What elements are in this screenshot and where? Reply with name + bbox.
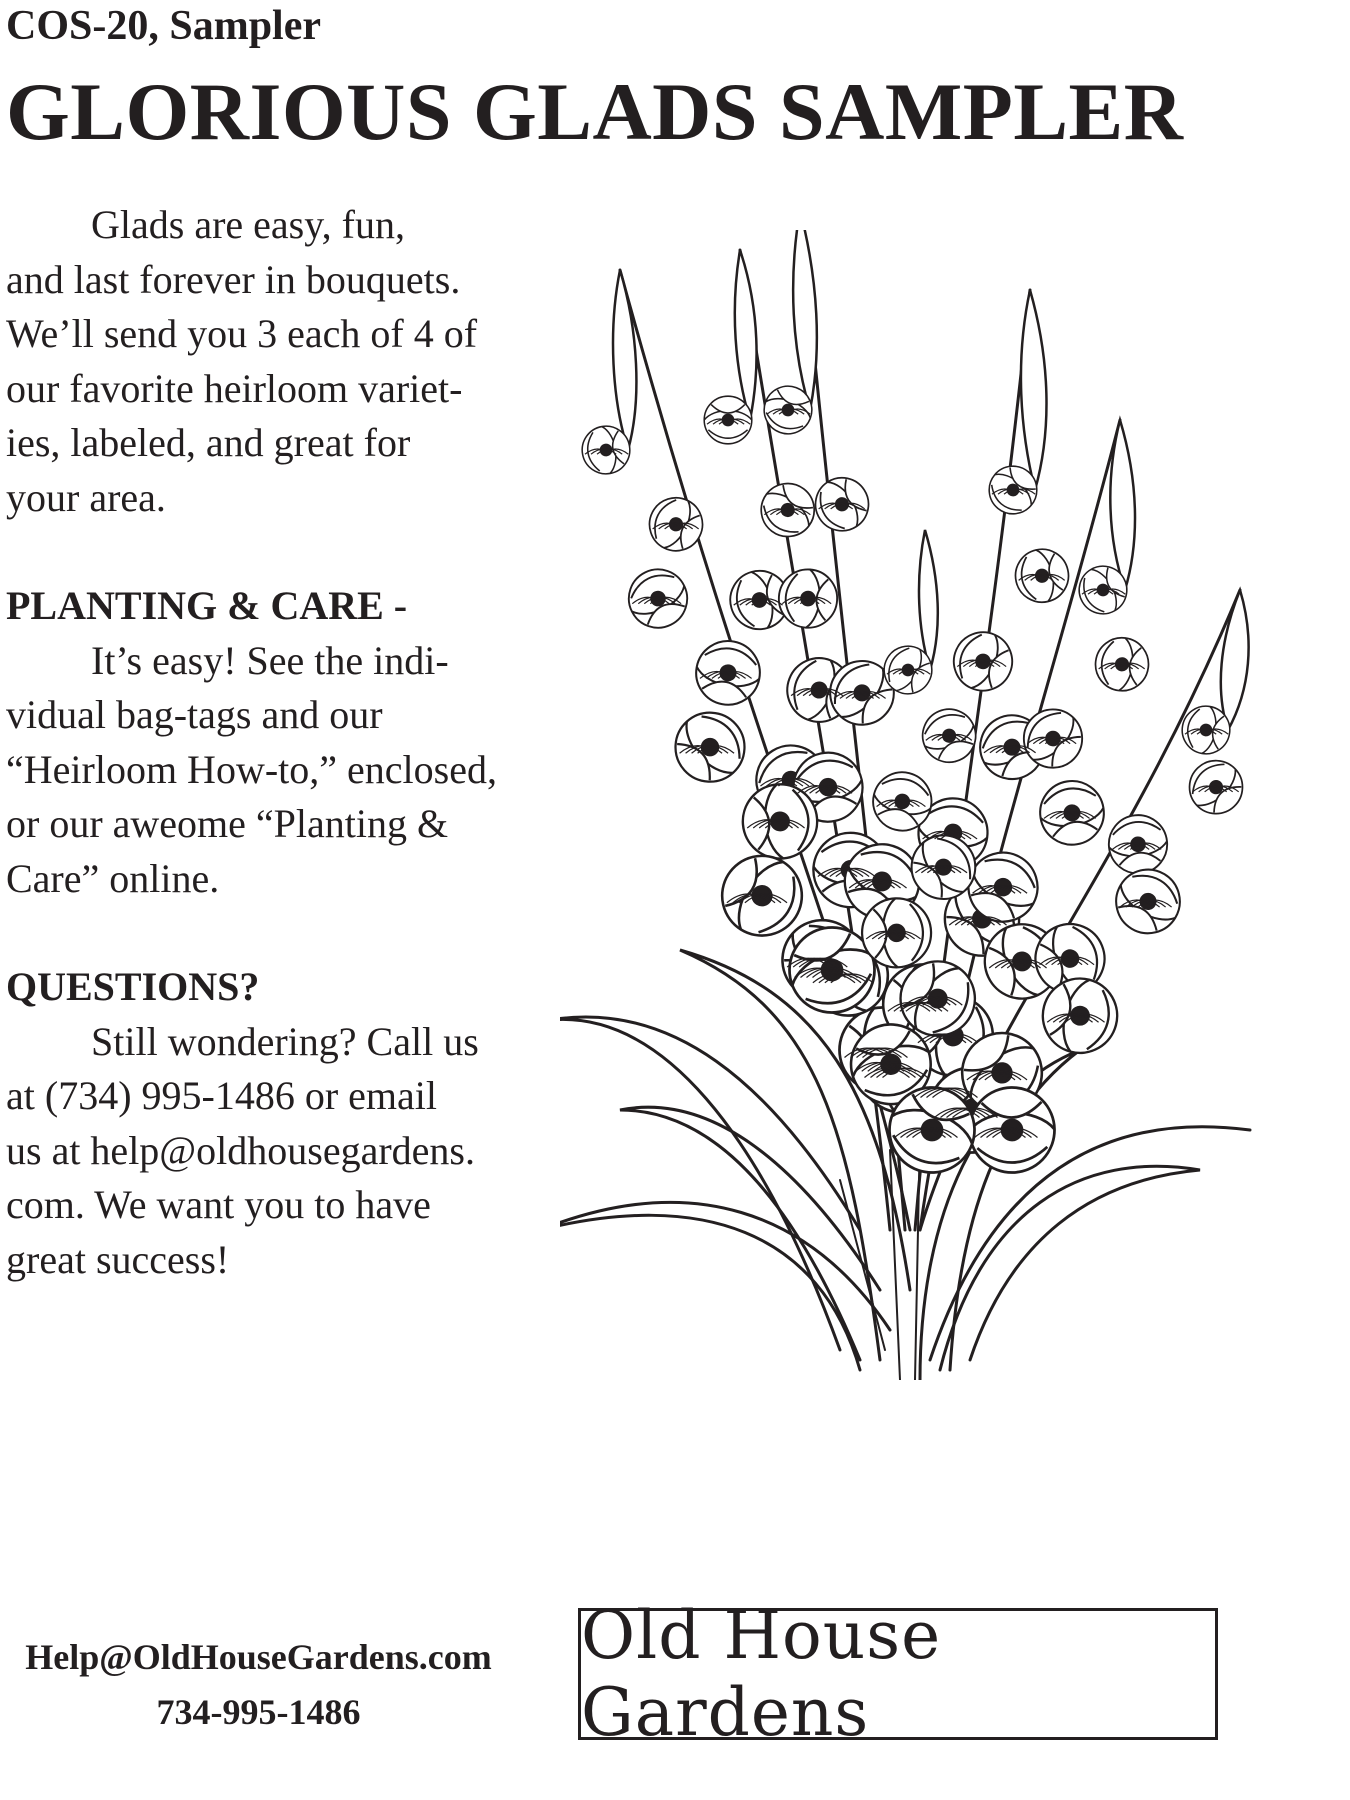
questions-line: us at help@oldhousegardens. [6, 1127, 475, 1173]
footer-contact [6, 1630, 511, 1740]
intro-line: our favorite heirloom variet- [6, 365, 463, 411]
intro-line: ies, labeled, and great for [6, 420, 411, 465]
intro-line: your area. [6, 474, 166, 520]
intro-line: We’ll send you 3 each of 4 of [6, 311, 478, 356]
planting-line: or our aweome “Planting & [6, 801, 449, 846]
planting-line: “Heirloom How-to,” enclosed, [6, 746, 497, 792]
intro-line: and last forever in bouquets. [6, 256, 461, 302]
gladiolus-engraving-icon [560, 230, 1280, 1380]
page-title: GLORIOUS GLADS SAMPLER [6, 66, 1184, 157]
description-column [6, 198, 566, 1287]
footer-phone: 734-995-1486 [156, 1692, 361, 1732]
questions-line: com. We want you to have [6, 1182, 431, 1227]
product-code: COS-20, Sampler [6, 3, 321, 49]
logo-text: Old House Gardens [581, 1597, 942, 1751]
footer-email[interactable]: Help@OldHouseGardens.com [25, 1637, 492, 1677]
planting-line: It’s easy! See the indi- [91, 637, 449, 683]
logo [578, 1597, 1218, 1751]
questions-line: Still wondering? Call us [91, 1018, 479, 1064]
planting-line: Care” online. [6, 855, 220, 901]
questions-line: great success! [6, 1236, 230, 1282]
planting-line: vidual bag-tags and our [6, 692, 383, 737]
intro-line: Glads are easy, fun, [91, 202, 405, 247]
questions-line: at (734) 995-1486 or email [6, 1073, 437, 1118]
questions-heading: QUESTIONS? [6, 964, 260, 1009]
planting-heading: PLANTING & CARE - [6, 583, 408, 628]
